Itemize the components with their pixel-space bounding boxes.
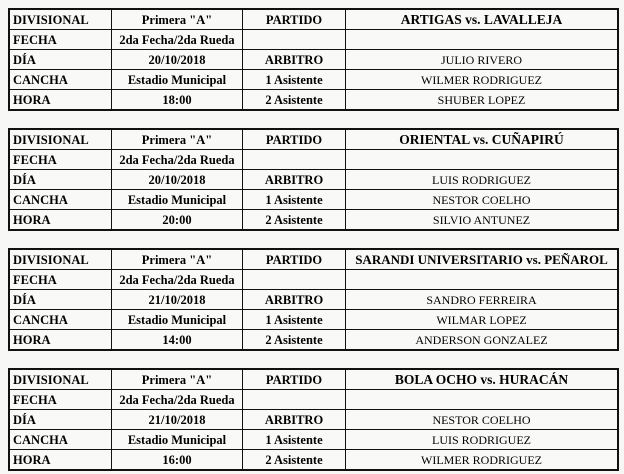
value-hora: 18:00 [112,90,243,111]
row-divisional [9,9,618,30]
label-cancha: CANCHA [9,310,112,330]
value-dia: 20/10/2018 [112,170,243,190]
value-divisional: Primera "A" [112,129,243,150]
value-fecha: 2da Fecha/2da Rueda [112,390,243,410]
match-block-4 [8,368,619,471]
label-hora: HORA [9,90,112,111]
label-dia: DÍA [9,290,112,310]
empty-cell [243,150,346,170]
match-table [8,8,619,111]
label-hora: HORA [9,330,112,351]
empty-cell [243,270,346,290]
label-arbitro: ARBITRO [243,410,346,430]
row-hora [9,90,618,111]
match-block-2 [8,128,619,231]
empty-cell [346,150,619,170]
value-asistente-1: NESTOR COELHO [346,190,619,210]
label-cancha: CANCHA [9,430,112,450]
label-hora: HORA [9,210,112,231]
value-partido: BOLA OCHO vs. HURACÁN [346,369,619,390]
label-dia: DÍA [9,170,112,190]
empty-cell [346,390,619,410]
label-fecha: FECHA [9,270,112,290]
label-cancha: CANCHA [9,70,112,90]
label-asistente-2: 2 Asistente [243,90,346,111]
value-fecha: 2da Fecha/2da Rueda [112,150,243,170]
row-hora [9,450,618,471]
label-divisional: DIVISIONAL [9,129,112,150]
empty-cell [346,30,619,50]
row-divisional [9,129,618,150]
row-fecha [9,150,618,170]
row-divisional [9,369,618,390]
label-divisional: DIVISIONAL [9,249,112,270]
value-partido: SARANDI UNIVERSITARIO vs. PEÑAROL [346,249,619,270]
value-arbitro: JULIO RIVERO [346,50,619,70]
row-divisional [9,249,618,270]
value-arbitro: LUIS RODRIGUEZ [346,170,619,190]
value-arbitro: SANDRO FERREIRA [346,290,619,310]
label-fecha: FECHA [9,150,112,170]
value-cancha: Estadio Municipal [112,310,243,330]
label-asistente-1: 1 Asistente [243,190,346,210]
label-arbitro: ARBITRO [243,290,346,310]
label-cancha: CANCHA [9,190,112,210]
value-cancha: Estadio Municipal [112,70,243,90]
label-asistente-2: 2 Asistente [243,450,346,471]
label-asistente-1: 1 Asistente [243,310,346,330]
row-dia [9,410,618,430]
row-cancha [9,190,618,210]
label-partido: PARTIDO [243,249,346,270]
row-dia [9,50,618,70]
row-dia [9,290,618,310]
value-hora: 20:00 [112,210,243,231]
label-partido: PARTIDO [243,129,346,150]
value-asistente-1: WILMAR LOPEZ [346,310,619,330]
row-fecha [9,270,618,290]
empty-cell [243,30,346,50]
value-dia: 21/10/2018 [112,410,243,430]
label-hora: HORA [9,450,112,471]
label-arbitro: ARBITRO [243,170,346,190]
match-block-3 [8,248,619,351]
label-dia: DÍA [9,410,112,430]
label-fecha: FECHA [9,390,112,410]
value-cancha: Estadio Municipal [112,190,243,210]
value-asistente-2: ANDERSON GONZALEZ [346,330,619,351]
label-divisional: DIVISIONAL [9,9,112,30]
empty-cell [346,270,619,290]
value-asistente-2: SILVIO ANTUNEZ [346,210,619,231]
label-asistente-2: 2 Asistente [243,330,346,351]
value-asistente-2: WILMER RODRIGUEZ [346,450,619,471]
label-dia: DÍA [9,50,112,70]
label-partido: PARTIDO [243,9,346,30]
row-dia [9,170,618,190]
match-block-1 [8,8,619,111]
label-arbitro: ARBITRO [243,50,346,70]
value-fecha: 2da Fecha/2da Rueda [112,270,243,290]
value-divisional: Primera "A" [112,9,243,30]
value-arbitro: NESTOR COELHO [346,410,619,430]
row-hora [9,330,618,351]
value-dia: 20/10/2018 [112,50,243,70]
value-dia: 21/10/2018 [112,290,243,310]
label-asistente-1: 1 Asistente [243,430,346,450]
row-cancha [9,310,618,330]
label-partido: PARTIDO [243,369,346,390]
empty-cell [243,390,346,410]
row-fecha [9,390,618,410]
match-table [8,368,619,471]
row-cancha [9,70,618,90]
label-fecha: FECHA [9,30,112,50]
value-partido: ORIENTAL vs. CUÑAPIRÚ [346,129,619,150]
row-hora [9,210,618,231]
value-asistente-1: WILMER RODRIGUEZ [346,70,619,90]
value-hora: 14:00 [112,330,243,351]
label-asistente-2: 2 Asistente [243,210,346,231]
value-cancha: Estadio Municipal [112,430,243,450]
row-fecha [9,30,618,50]
label-divisional: DIVISIONAL [9,369,112,390]
match-table [8,248,619,351]
value-fecha: 2da Fecha/2da Rueda [112,30,243,50]
value-asistente-2: SHUBER LOPEZ [346,90,619,111]
label-asistente-1: 1 Asistente [243,70,346,90]
value-asistente-1: LUIS RODRIGUEZ [346,430,619,450]
value-partido: ARTIGAS vs. LAVALLEJA [346,9,619,30]
value-hora: 16:00 [112,450,243,471]
value-divisional: Primera "A" [112,369,243,390]
value-divisional: Primera "A" [112,249,243,270]
row-cancha [9,430,618,450]
match-table [8,128,619,231]
